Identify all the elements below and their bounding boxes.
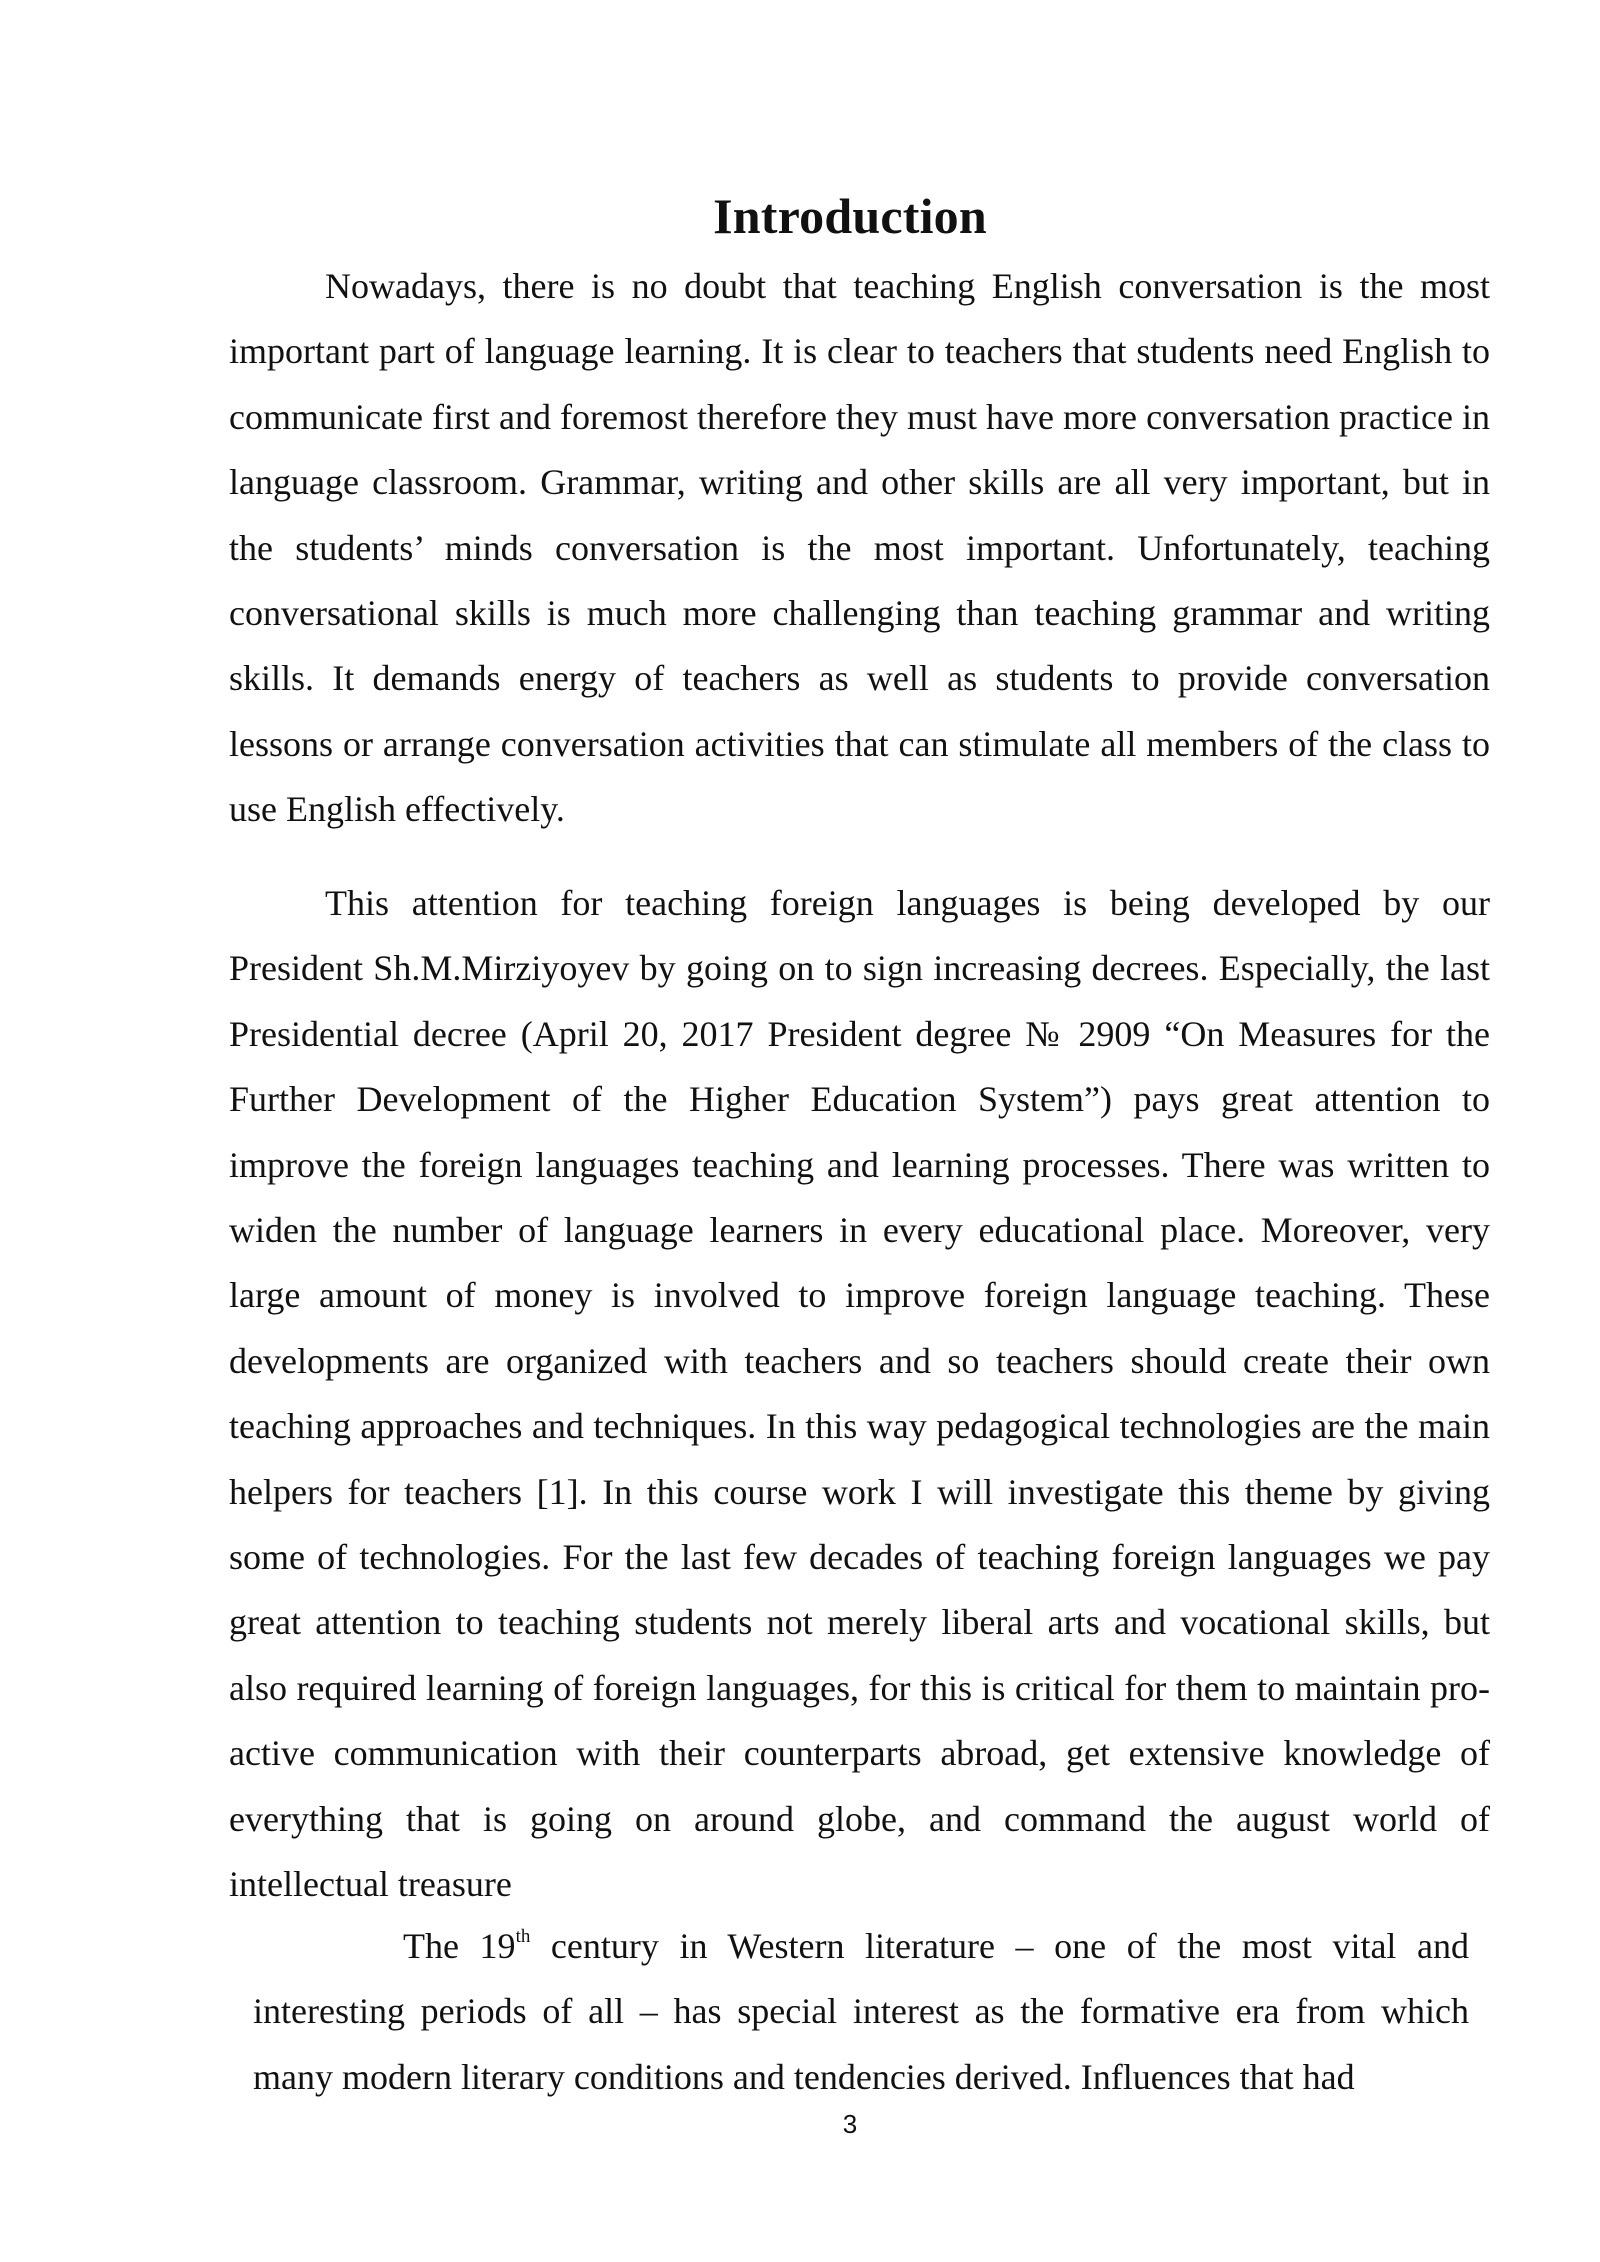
paragraph-3-rest: century in Western literature – one of the most vital and interesting periods of all – has special interest as the formative era from which many modern literary conditions and tendencies derived. Influences that had [253,1926,1469,2097]
page-title: Introduction [713,187,987,244]
page-number: 3 [842,2109,858,2139]
paragraph-3-start: The 19 [403,1926,516,1966]
paragraph-1: Nowadays, there is no doubt that teaching English conversation is the most important part of language learning. It is clear to teachers that students need English to communicate first and foremost therefore they must have more conversation practice in language classroom. Grammar, writing and other skills are all very important, but in the students’ minds conversation is the most important. Unfortunately, teaching conversational skills is much more challenging than teaching grammar and writing skills. It demands energy of teachers as well as students to provide conversation lessons or arrange conversation activities that can stimulate all members of the class to use English effectively. [229,266,1490,830]
ordinal-superscript: th [515,1926,531,1947]
paragraph-3 [253,1914,1469,2110]
paragraph-2: This attention for teaching foreign languages is being developed by our President Sh.M.Mirziyoyev by going on to sign increasing decrees. Especially, the last Presidential decree (April 20, 2017 President degree № 2909 “On Measures for the Further Development of the Higher Education System”) pays great attention to improve the foreign languages teaching and learning processes. There was written to widen the number of language learners in every educational place. Moreover, very large amount of money is involved to improve foreign language teaching. These developments are organized with teachers and so teachers should create their own teaching approaches and techniques. In this way pedagogical technologies are the main helpers for teachers [1]. In this course work I will investigate this theme by giving some of technologies. For the last few decades of teaching foreign languages we pay great attention to teaching students not merely liberal arts and vocational skills, but also required learning of foreign languages, for this is critical for them to maintain pro-active communication with their counterparts abroad, get extensive knowledge of everything that is going on around globe, and command the august world of intellectual treasure [229,883,1490,1905]
